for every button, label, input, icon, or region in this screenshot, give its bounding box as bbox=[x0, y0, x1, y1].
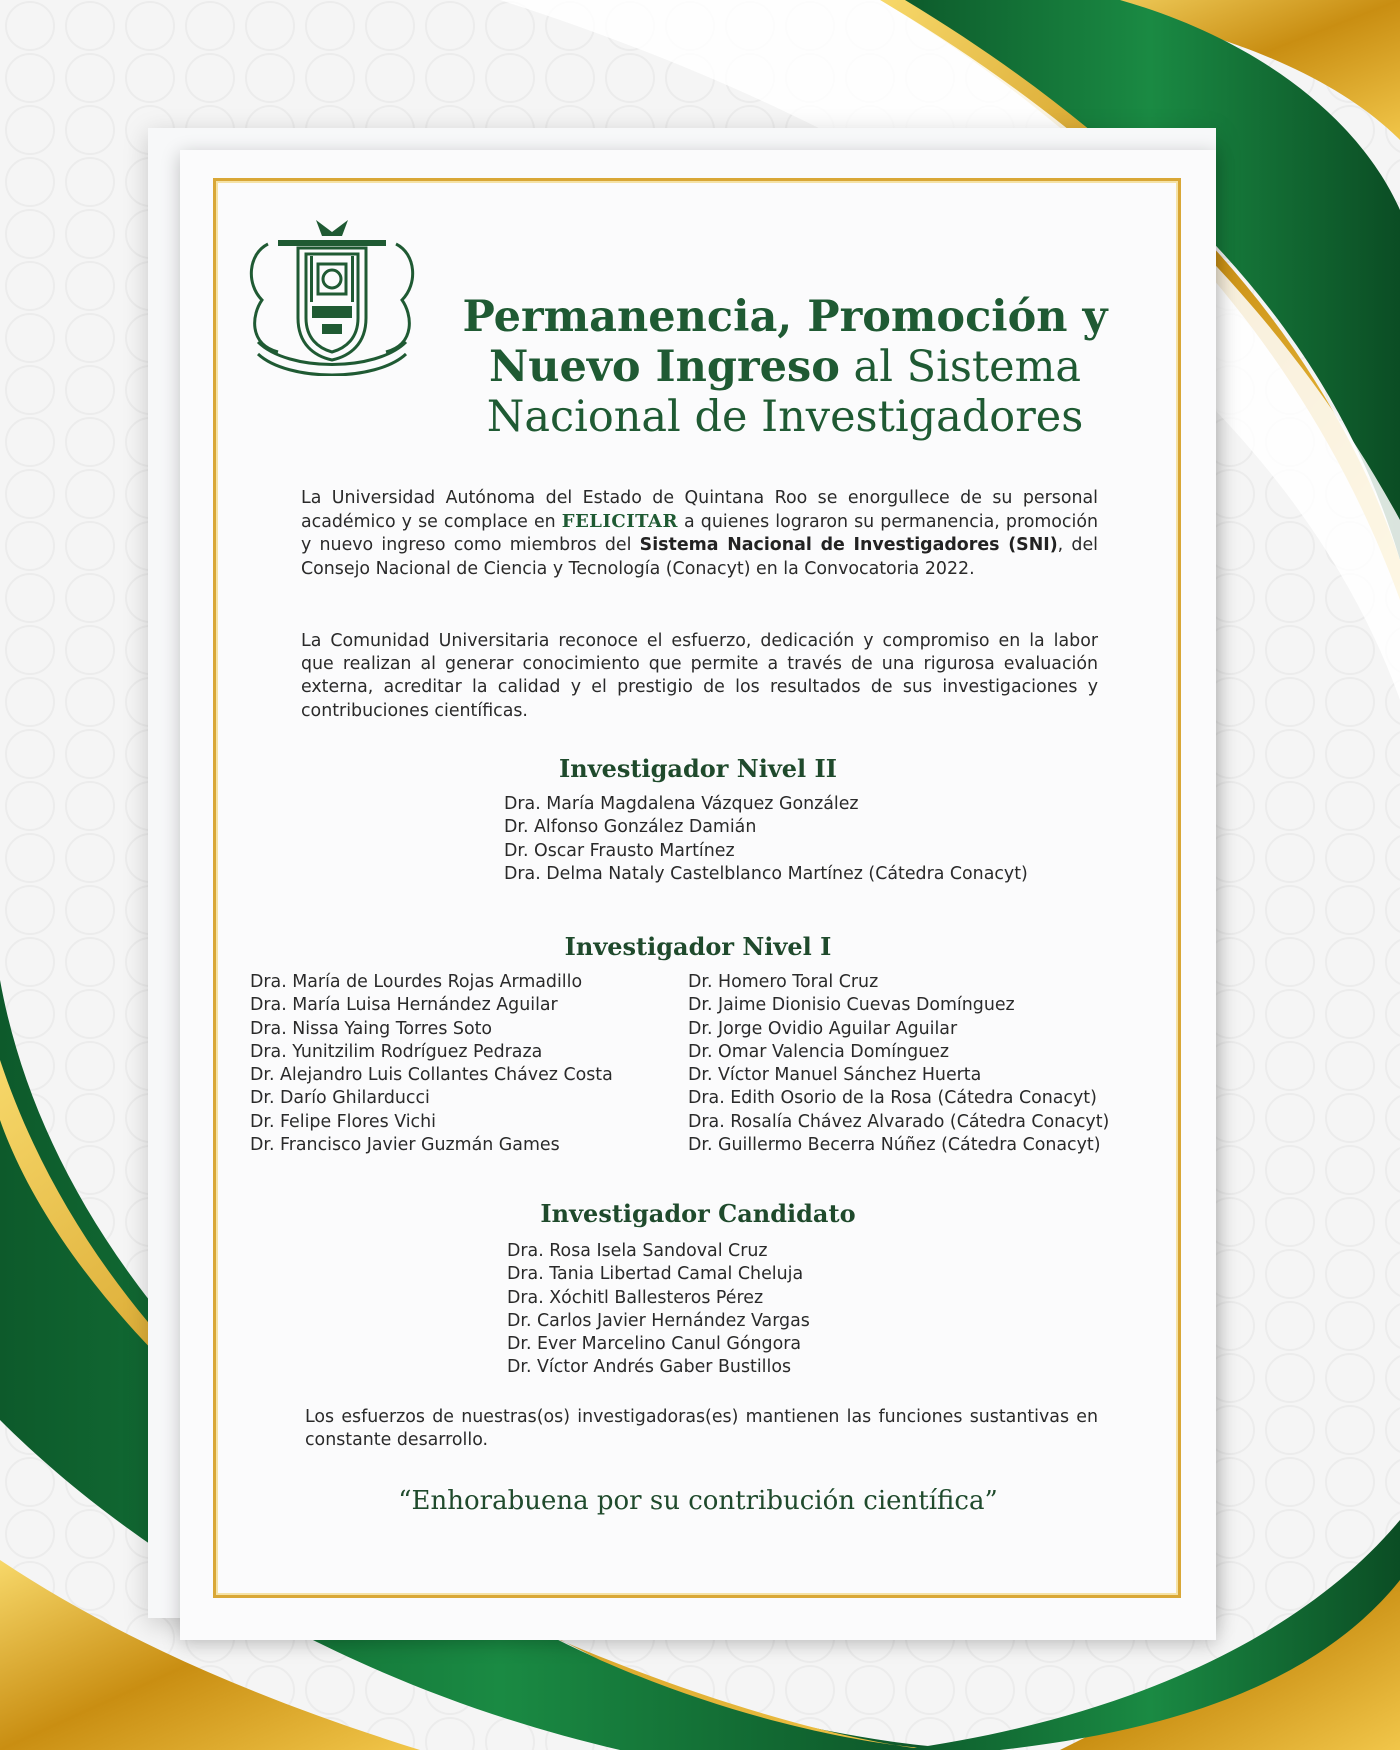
list-item: Dra. María Luisa Hernández Aguilar bbox=[250, 995, 558, 1016]
list-item: Dr. Carlos Javier Hernández Vargas bbox=[507, 1310, 810, 1331]
page-title bbox=[440, 292, 1130, 442]
intro-paragraph bbox=[301, 487, 1098, 581]
list-item: Dra. Rosalía Chávez Alvarado (Cátedra Conacyt) bbox=[688, 1111, 1110, 1132]
title-line-1: Permanencia, Promoción y bbox=[462, 292, 1108, 342]
sni-highlight: Sistema Nacional de Investigadores (SNI) bbox=[639, 535, 1058, 556]
list-item: Dra. María de Lourdes Rojas Armadillo bbox=[250, 972, 583, 992]
list-item: Dr. Homero Toral Cruz bbox=[688, 972, 879, 992]
title-line-2-rest: al Sistema bbox=[839, 342, 1082, 392]
list-item: Dr. Darío Ghilarducci bbox=[250, 1088, 430, 1109]
list-item: Dr. Francisco Javier Guzmán Games bbox=[250, 1135, 560, 1156]
list-item: Dra. María Magdalena Vázquez González bbox=[504, 794, 859, 814]
list-item: Dra. Xóchitl Ballesteros Pérez bbox=[507, 1287, 764, 1308]
list-item: Dra. Rosa Isela Sandoval Cruz bbox=[507, 1241, 768, 1261]
title-line-3: Nacional de Investigadores bbox=[486, 392, 1084, 442]
intro-text-2: a quienes lograron su permanencia, promoción y nuevo ingreso como miembros del bbox=[301, 512, 1098, 556]
list-item: Dra. Nissa Yaing Torres Soto bbox=[250, 1018, 493, 1039]
list-nivel-ii bbox=[504, 793, 1028, 886]
list-item: Dr. Ever Marcelino Canul Góngora bbox=[507, 1334, 802, 1355]
list-item: Dr. Omar Valencia Domínguez bbox=[688, 1041, 950, 1062]
closing-paragraph: Los esfuerzos de nuestras(os) investigadoras(es) mantienen las funciones sustantivas en constante desarrollo. bbox=[305, 1407, 1098, 1451]
list-nivel-i-left bbox=[250, 971, 613, 1157]
list-item: Dra. Tania Libertad Camal Cheluja bbox=[507, 1264, 804, 1285]
list-item: Dr. Jorge Ovidio Aguilar Aguilar bbox=[688, 1018, 958, 1039]
felicitar-highlight: FELICITAR bbox=[561, 511, 678, 533]
list-item: Dr. Alejandro Luis Collantes Chávez Costa bbox=[250, 1065, 613, 1086]
list-item: Dr. Víctor Manuel Sánchez Huerta bbox=[688, 1065, 982, 1086]
list-item: Dr. Guillermo Becerra Núñez (Cátedra Conacyt) bbox=[688, 1135, 1101, 1156]
intro-text-1: La Universidad Autónoma del Estado de Quintana Roo se enorgullece de su personal académico y se complace en bbox=[301, 488, 1098, 533]
intro-text-3: , del Consejo Nacional de Ciencia y Tecnología (Conacyt) en la Convocatoria 2022. bbox=[301, 535, 1098, 579]
list-item: Dr. Alfonso González Damián bbox=[504, 817, 757, 838]
list-item: Dr. Felipe Flores Vichi bbox=[250, 1111, 436, 1132]
heading-candidato: Investigador Candidato bbox=[540, 1199, 856, 1228]
university-crest-icon bbox=[238, 214, 426, 376]
list-item: Dra. Delma Nataly Castelblanco Martínez (Cátedra Conacyt) bbox=[504, 863, 1028, 884]
list-item: Dra. Edith Osorio de la Rosa (Cátedra Conacyt) bbox=[688, 1088, 1097, 1109]
list-item: Dra. Yunitzilim Rodríguez Pedraza bbox=[250, 1041, 543, 1062]
recognition-paragraph: La Comunidad Universitaria reconoce el esfuerzo, dedicación y compromiso en la labor que realizan al generar conocimiento que permite a través de una rigurosa evaluación externa, acreditar la calidad y el prestigio de los resultados de sus investigaciones y contribuciones científicas. bbox=[301, 631, 1098, 721]
list-candidato bbox=[507, 1240, 810, 1380]
list-item: Dr. Oscar Frausto Martínez bbox=[504, 840, 735, 861]
closing-quote: “Enhorabuena por su contribución científica” bbox=[398, 1486, 998, 1516]
list-nivel-i-right bbox=[688, 971, 1109, 1157]
list-item: Dr. Víctor Andrés Gaber Bustillos bbox=[507, 1357, 792, 1378]
heading-nivel-ii: Investigador Nivel II bbox=[559, 754, 837, 783]
list-item: Dr. Jaime Dionisio Cuevas Domínguez bbox=[688, 995, 1015, 1016]
heading-nivel-i: Investigador Nivel I bbox=[564, 932, 832, 961]
title-line-2 bbox=[440, 342, 1130, 392]
title-line-2-bold: Nuevo Ingreso bbox=[488, 342, 840, 392]
